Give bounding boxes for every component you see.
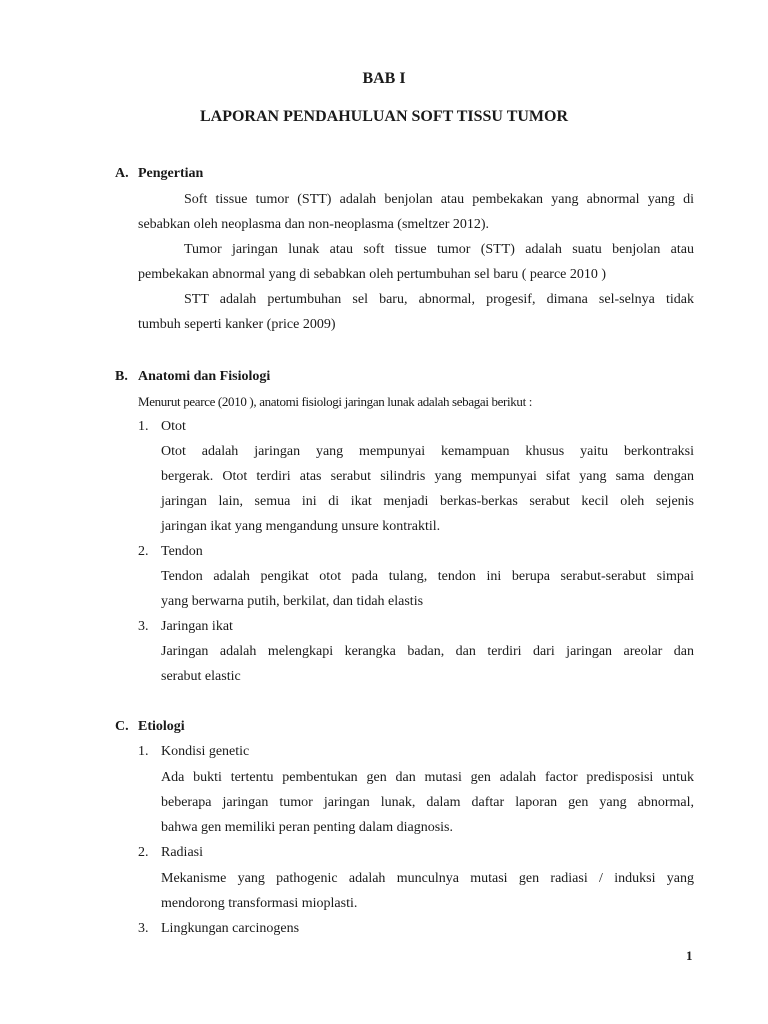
list-number: 2. [138, 845, 149, 860]
list-item-line: bahwa gen memiliki peran penting dalam diagnosis. [161, 820, 453, 835]
list-item-line: Mekanisme yang pathogenic adalah munculnya mutasi gen radiasi / induksi yang [161, 871, 694, 886]
list-item-title: Lingkungan carcinogens [161, 921, 300, 936]
list-item-line: yang berwarna putih, berkilat, dan tidah elastis [161, 594, 424, 609]
page-number: 1 [686, 948, 693, 963]
list-item-line: mendorong transformasi mioplasti. [161, 896, 358, 911]
section-a-line: Tumor jaringan lunak atau soft tissue tumor (STT) adalah suatu benjolan atau [184, 242, 694, 257]
section-a-line: STT adalah pertumbuhan sel baru, abnormal, progesif, dimana sel-selnya tidak [184, 292, 694, 307]
list-item-line: Jaringan adalah melengkapi kerangka badan, dan terdiri dari jaringan areolar dan [161, 644, 694, 659]
list-number: 3. [138, 921, 149, 936]
list-item-line: Ada bukti tertentu pembentukan gen dan mutasi gen adalah factor predisposisi untuk [161, 770, 694, 785]
section-a-heading: Pengertian [138, 166, 204, 181]
section-c-marker: C. [115, 719, 129, 734]
list-item-title: Radiasi [161, 845, 203, 860]
list-item-line: serabut elastic [161, 669, 241, 684]
list-item-line: beberapa jaringan tumor jaringan lunak, dalam daftar laporan gen yang abnormal, [161, 795, 694, 810]
list-number: 3. [138, 619, 149, 634]
section-a-line: pembekakan abnormal yang di sebabkan oleh pertumbuhan sel baru ( pearce 2010 ) [138, 267, 607, 282]
section-a-line: tumbuh seperti kanker (price 2009) [138, 317, 336, 332]
section-b-intro: Menurut pearce (2010 ), anatomi fisiologi jaringan lunak adalah sebagai berikut : [138, 394, 533, 409]
list-item-line: Tendon adalah pengikat otot pada tulang, tendon ini berupa serabut-serabut simpai [161, 569, 694, 584]
list-item-title: Jaringan ikat [161, 619, 233, 634]
list-item-line: Otot adalah jaringan yang mempunyai kemampuan khusus yaitu berkontraksi [161, 444, 694, 459]
section-b-heading: Anatomi dan Fisiologi [138, 369, 271, 384]
list-item-title: Tendon [161, 544, 203, 559]
section-c-heading: Etiologi [138, 719, 185, 734]
document-title: LAPORAN PENDAHULUAN SOFT TISSU TUMOR [199, 108, 569, 125]
list-item-line: bergerak. Otot terdiri atas serabut silindris yang mempunyai sifat yang sama dengan [161, 469, 694, 484]
section-a-line: Soft tissue tumor (STT) adalah benjolan atau pembekakan yang abnormal yang di [184, 192, 694, 207]
list-number: 1. [138, 419, 149, 434]
section-b-marker: B. [115, 369, 128, 384]
list-number: 2. [138, 544, 149, 559]
list-number: 1. [138, 744, 149, 759]
section-a-line: sebabkan oleh neoplasma dan non-neoplasma (smeltzer 2012). [138, 217, 490, 232]
list-item-line: jaringan ikat yang mengandung unsure kontraktil. [161, 519, 441, 534]
chapter-title: BAB I [362, 70, 406, 87]
list-item-title: Otot [161, 419, 186, 434]
list-item-line: jaringan lain, semua ini di ikat menjadi berkas-berkas serabut kecil oleh sejenis [161, 494, 694, 509]
list-item-title: Kondisi genetic [161, 744, 250, 759]
section-a-marker: A. [115, 166, 129, 181]
